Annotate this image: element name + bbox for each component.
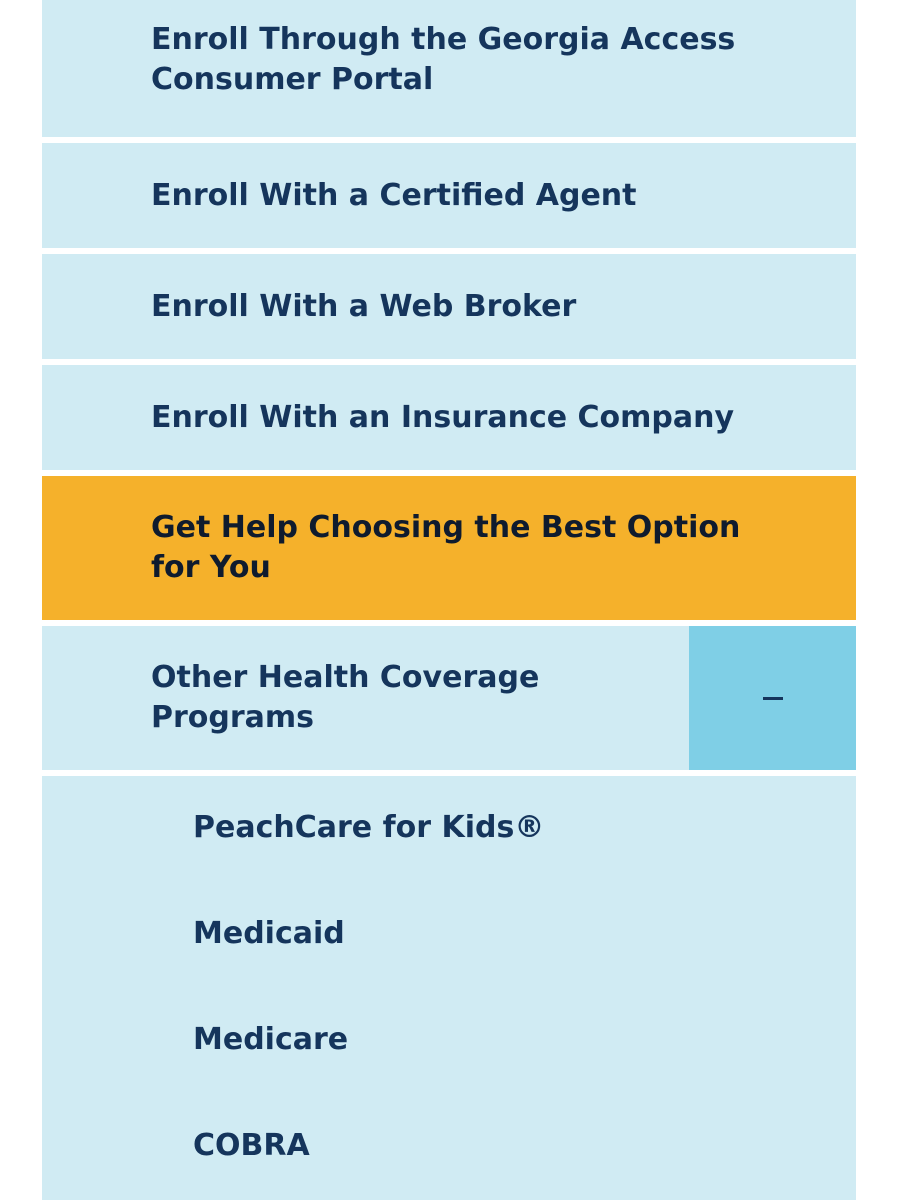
menu-item-label: Enroll With an Insurance Company [151,399,735,435]
enrollment-side-menu [42,0,856,1200]
menu-item-label: Enroll Through the Georgia Access Consumer Portal [151,22,736,97]
submenu-item-medicare[interactable]: Medicare [193,1022,349,1057]
collapse-toggle-button[interactable] [689,626,856,770]
submenu-item-cobra[interactable]: COBRA [193,1128,310,1163]
submenu-item-peachcare[interactable]: PeachCare for Kids® [193,810,545,845]
menu-item-label: Enroll With a Web Broker [151,288,577,324]
menu-item-label: Get Help Choosing the Best Option for You [151,510,741,585]
menu-item-insurance-company[interactable] [42,365,856,470]
submenu-item-medicaid[interactable]: Medicaid [193,916,345,951]
menu-item-georgia-access-portal[interactable] [42,0,856,137]
menu-item-web-broker[interactable] [42,254,856,359]
menu-item-get-help-active[interactable] [42,476,856,620]
menu-item-label: Enroll With a Certified Agent [151,177,637,213]
menu-item-label: Other Health Coverage Programs [151,660,540,735]
submenu-other-health-coverage [42,776,856,1200]
minus-icon [763,697,783,700]
menu-item-certified-agent[interactable] [42,143,856,248]
